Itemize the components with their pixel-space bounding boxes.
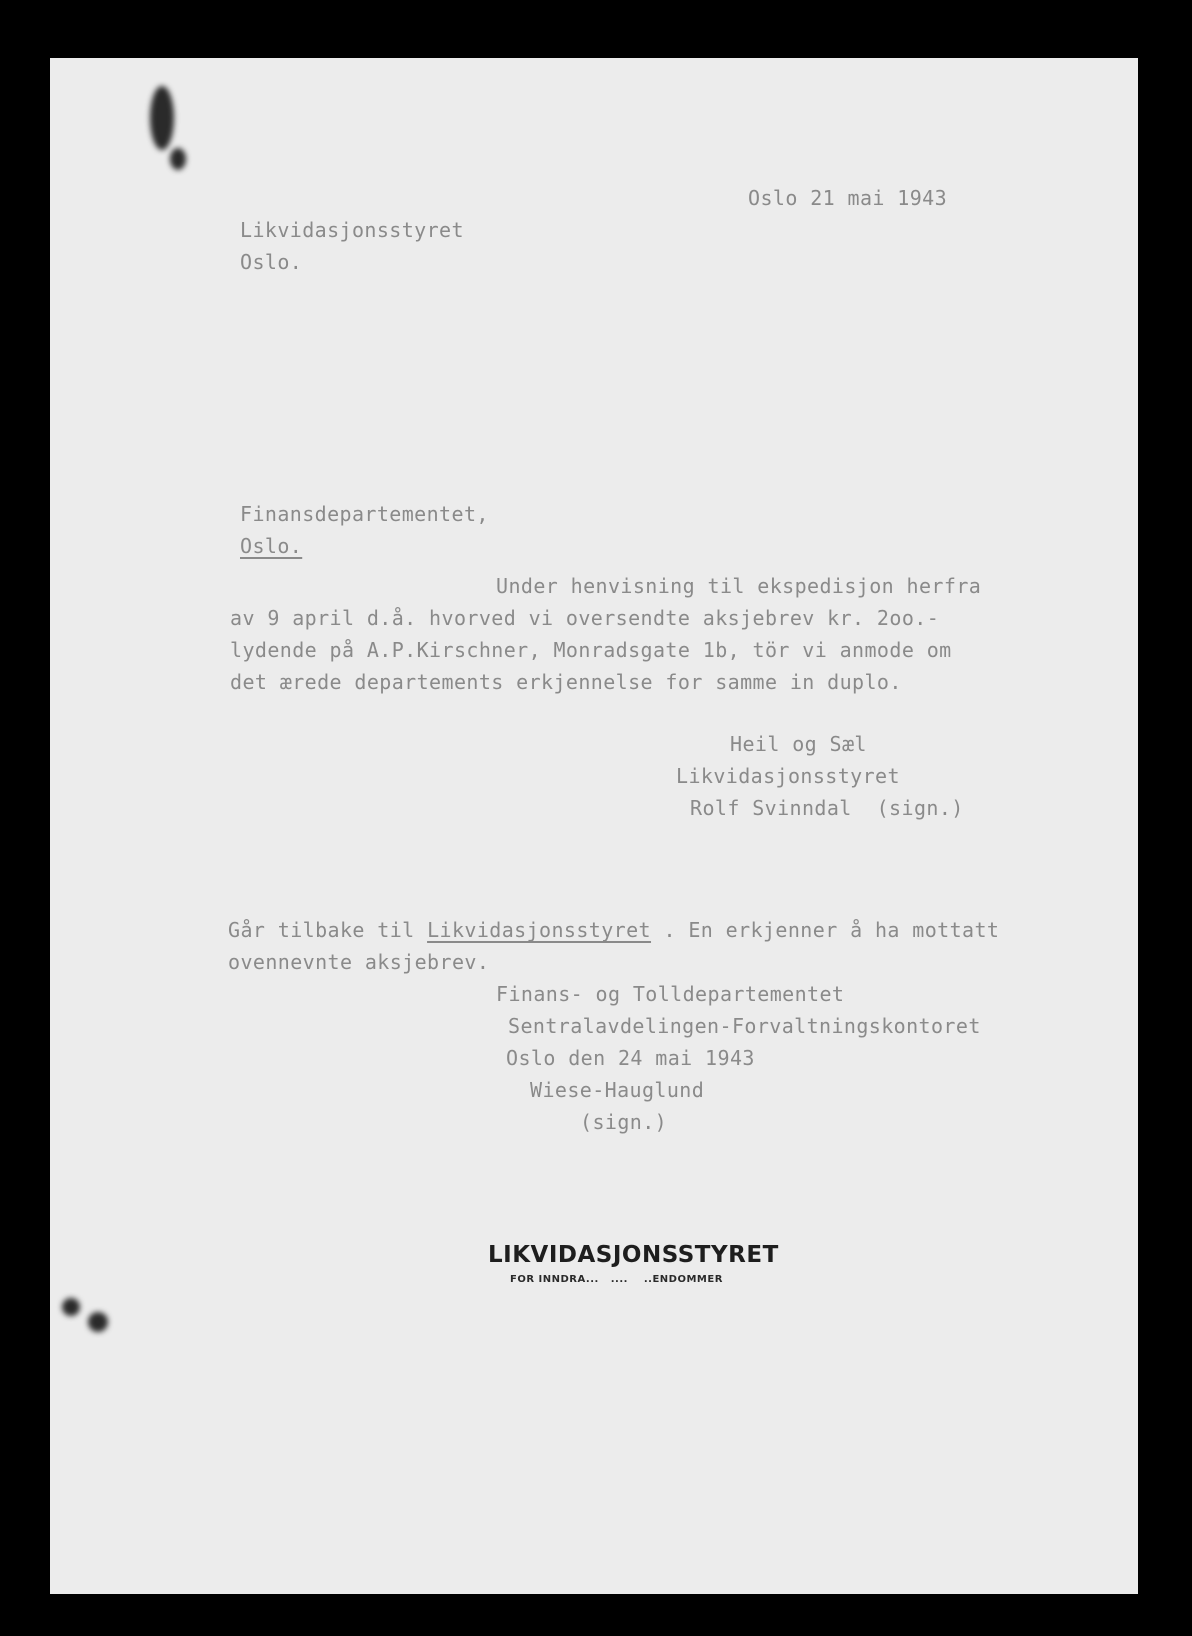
closing-greeting: Heil og Sæl: [730, 732, 867, 756]
letter-date: Oslo 21 mai 1943: [748, 186, 948, 210]
stamp-subtitle: FOR INNDRA... .... ..ENDOMMER: [510, 1274, 723, 1285]
body-line-2: av 9 april d.å. hvorved vi oversendte aksjebrev kr. 2oo.-: [230, 606, 940, 630]
recipient-line-2: Oslo.: [240, 534, 303, 558]
closing-signature: Rolf Svinndal (sign.): [690, 796, 964, 820]
reply-line-1-link: Likvidasjonsstyret: [427, 918, 652, 942]
reply-signature-line-4: Wiese-Hauglund: [530, 1078, 705, 1102]
reply-signature-line-1: Finans- og Tolldepartementet: [496, 982, 845, 1006]
ink-smudge-bottom-left: [62, 1298, 80, 1316]
ink-smudge-bottom-left-2: [88, 1312, 108, 1332]
body-line-3: lydende på A.P.Kirschner, Monradsgate 1b, tör vi anmode om: [230, 638, 952, 662]
ink-smudge-top-left-dot: [170, 148, 186, 170]
sender-line-1: Likvidasjonsstyret: [240, 218, 464, 242]
body-line-1: Under henvisning til ekspedisjon herfra: [496, 574, 982, 598]
recipient-line-1: Finansdepartementet,: [240, 502, 489, 526]
reply-line-1-after: . En erkjenner å ha mottatt: [651, 918, 1000, 942]
reply-line-1: [228, 914, 999, 946]
sender-line-2: Oslo.: [240, 250, 303, 274]
reply-signature-line-3: Oslo den 24 mai 1943: [506, 1046, 755, 1070]
reply-line-1-before: Går tilbake til: [228, 918, 428, 942]
document-page: [50, 58, 1138, 1594]
body-line-4: det ærede departements erkjennelse for samme in duplo.: [230, 670, 902, 694]
stamp-title: LIKVIDASJONSSTYRET: [488, 1242, 779, 1268]
reply-signature-line-5: (sign.): [580, 1110, 668, 1134]
closing-organization: Likvidasjonsstyret: [676, 764, 900, 788]
reply-line-2: ovennevnte aksjebrev.: [228, 950, 490, 974]
ink-smudge-top-left: [150, 86, 174, 150]
reply-signature-line-2: Sentralavdelingen-Forvaltningskontoret: [508, 1014, 981, 1038]
